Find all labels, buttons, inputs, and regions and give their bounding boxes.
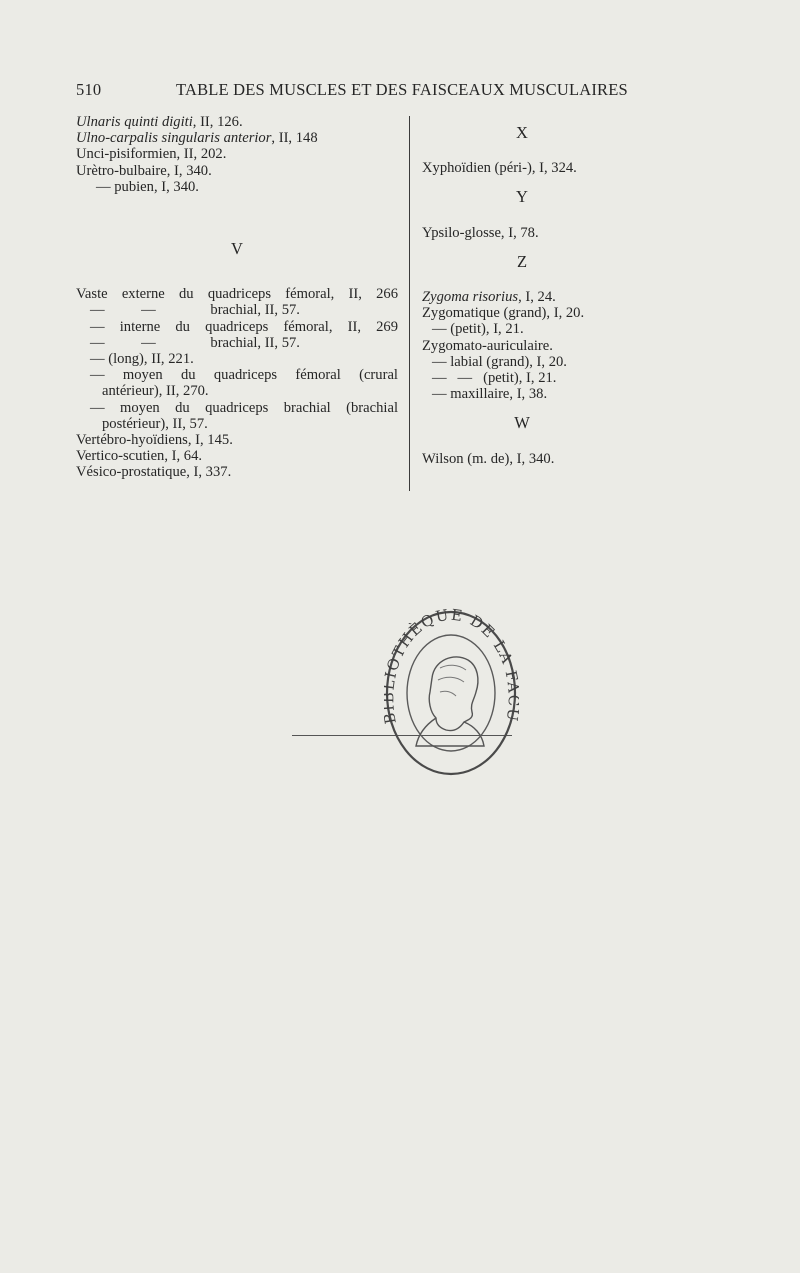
index-entry: — labial (grand), I, 20. — [432, 353, 567, 370]
index-entry: Vésico-prostatique, I, 337. — [76, 464, 232, 481]
index-entry: — — brachial, II, 57. — [90, 334, 300, 351]
index-entry: Vertico-scutien, I, 64. — [76, 448, 203, 465]
index-entry: Zygomato-auriculaire. — [422, 337, 553, 354]
column-divider — [409, 116, 410, 491]
section-letter-y: Y — [516, 187, 528, 207]
index-entry: — maxillaire, I, 38. — [432, 386, 548, 403]
left-column — [76, 114, 398, 481]
index-entry: — — (petit), I, 21. — [432, 370, 557, 387]
right-column — [422, 114, 622, 467]
index-entry: Xyphoïdien (péri-), I, 324. — [422, 160, 577, 177]
index-entry: Unci-pisiformien, II, 202. — [76, 146, 227, 163]
svg-text:BIBLIOTHÈQUE DE LA FACULTÉ DE: OTHÈQUE DE LA — [384, 608, 517, 674]
section-letter-v: V — [231, 239, 243, 259]
index-entry: Zygoma risorius, I, 24. — [422, 289, 556, 306]
index-entry: Ypsilo-glosse, I, 78. — [422, 224, 539, 241]
index-entry: — (long), II, 221. — [90, 351, 194, 368]
index-entry: — pubien, I, 340. — [96, 178, 199, 195]
index-entry: postérieur), II, 57. — [102, 415, 208, 432]
stamp-seal-icon — [384, 608, 519, 778]
page-number: 510 — [76, 80, 102, 99]
index-entry: — moyen du quadriceps brachial (brachial — [90, 399, 398, 416]
section-letter-w: W — [514, 413, 530, 433]
index-entry: Vaste externe du quadriceps fémoral, II, 266 — [76, 286, 398, 303]
index-entry: Zygomatique (grand), I, 20. — [422, 305, 585, 322]
section-letter-z: Z — [516, 251, 528, 271]
running-title: TABLE DES MUSCLES ET DES FAISCEAUX MUSCULAIRES — [176, 80, 628, 99]
index-entry: Urètro-bulbaire, I, 340. — [76, 162, 212, 179]
index-entry: Vertébro-hyoïdiens, I, 145. — [76, 432, 233, 449]
index-entry: Wilson (m. de), I, 340. — [422, 450, 555, 467]
library-stamp — [384, 608, 519, 778]
index-entry: — — brachial, II, 57. — [90, 302, 300, 319]
index-entry: — (petit), I, 21. — [432, 321, 524, 338]
index-entry: — interne du quadriceps fémoral, II, 269 — [90, 318, 398, 335]
index-entry: — moyen du quadriceps fémoral (crural — [90, 367, 398, 384]
index-entry: antérieur), II, 270. — [102, 383, 209, 400]
index-entry: Ulno-carpalis singularis anterior, II, 148 — [76, 130, 318, 147]
section-letter-x: X — [516, 123, 528, 142]
index-entry: Ulnaris quinti digiti, II, 126. — [76, 114, 243, 130]
